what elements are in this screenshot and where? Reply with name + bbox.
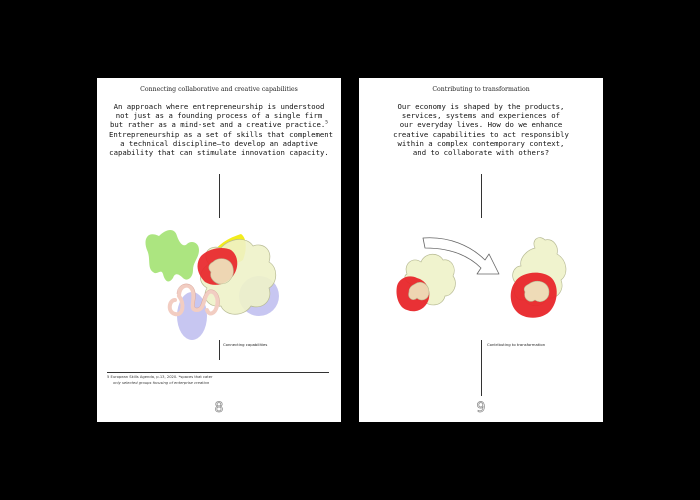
page-number: 9 (476, 400, 486, 416)
illustration-caption: Contributing to transformation (487, 342, 546, 347)
illustration-caption: Connecting capabilities (223, 342, 268, 347)
body-line: services, systems and experiences of (401, 111, 561, 121)
page-heading: Connecting collaborative and creative capabilities (140, 86, 298, 93)
body-line: creative capabilities to act responsibly (393, 129, 569, 139)
body-line: not just as a founding process of a single firm (115, 111, 323, 121)
body-line: a technical discipline—to develop an adaptive (120, 138, 318, 148)
body-line: Our economy is shaped by the products, (397, 102, 565, 111)
body-line: Entrepreneurship as a set of skills that complement (109, 129, 334, 139)
capabilities-illustration (97, 78, 341, 422)
body-line: but rather as a mind-set and a creative practice. (110, 120, 326, 130)
divider-line (481, 340, 482, 396)
page-left (97, 78, 341, 422)
page-heading: Contributing to transformation (432, 86, 530, 93)
divider-line (219, 340, 220, 360)
body-line: within a complex contemporary context, (397, 138, 565, 148)
page-number: 8 (214, 400, 224, 416)
body-line: capability that can stimulate innovation capacity. (109, 148, 329, 158)
body-line: our everyday lives. How do we enhance (399, 120, 563, 130)
body-line: An approach where entrepreneurship is understood (113, 102, 325, 111)
footnote-line: 5 European Skills Agenda, p.13, 2020. *spaces that cater (107, 375, 213, 379)
body-line: and to collaborate with others? (412, 148, 550, 158)
footnote-line: only selected groups focusing of enterprise creation (113, 380, 210, 385)
footnote (107, 375, 213, 386)
footnote-marker: 5 (325, 120, 328, 126)
cream-overlay-right (524, 281, 549, 301)
page-right (359, 78, 603, 422)
footnote-rule (107, 372, 329, 373)
green-blob (146, 230, 200, 281)
